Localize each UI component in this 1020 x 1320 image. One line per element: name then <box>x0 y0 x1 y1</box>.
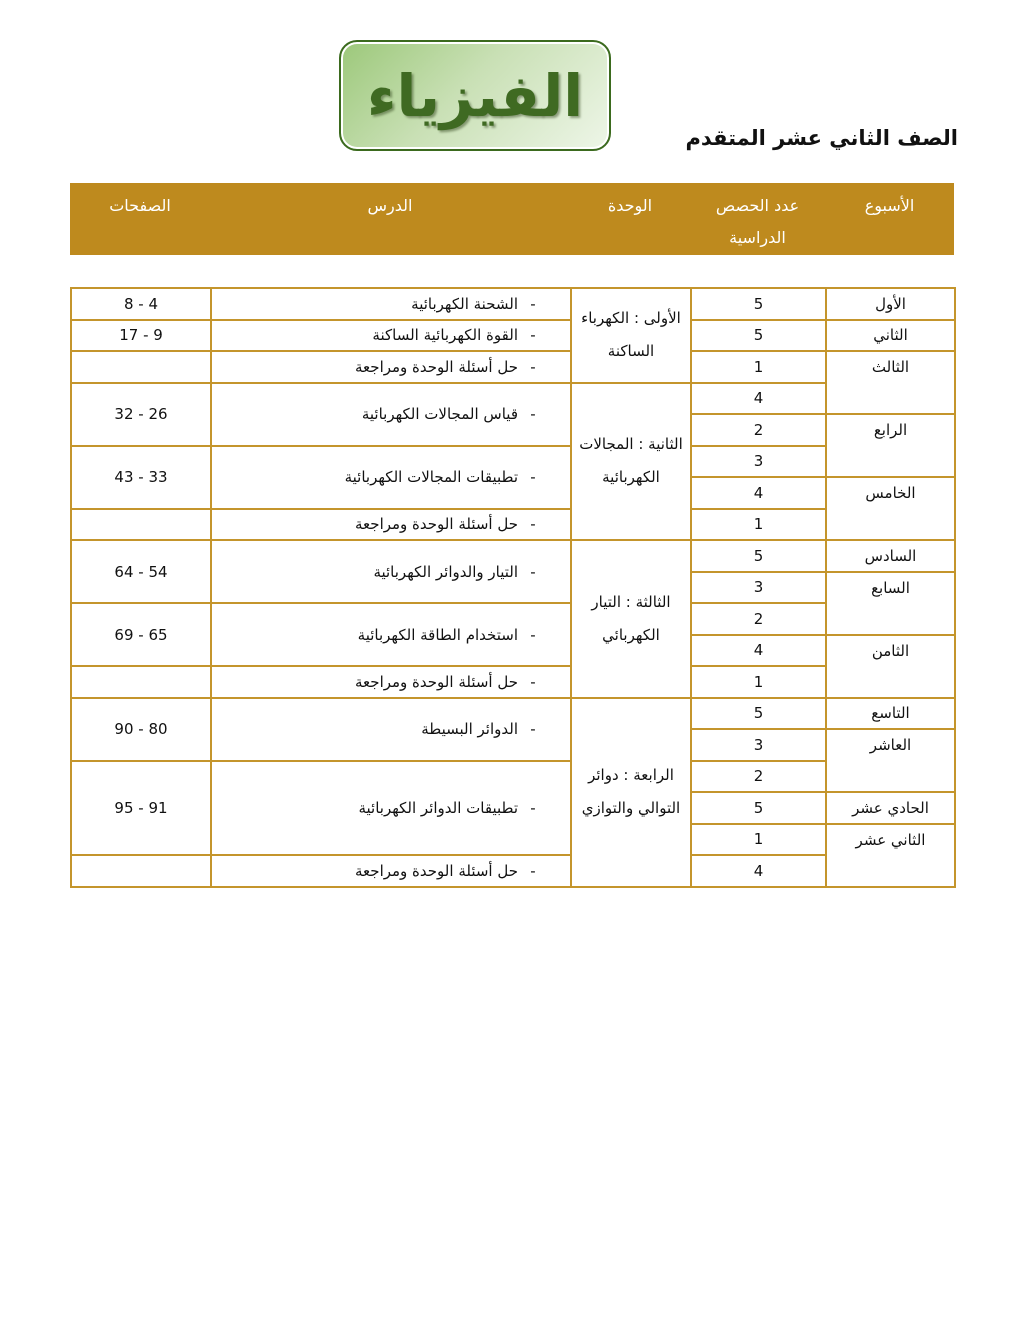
lesson-name: تطبيقات المجالات الكهربائية <box>344 468 518 486</box>
lesson-dash: - <box>530 562 536 581</box>
lesson-dash: - <box>530 798 536 817</box>
periods-cell: 2 <box>691 414 826 446</box>
lesson-cell <box>211 761 571 856</box>
lesson-cell <box>211 855 571 887</box>
pages-cell <box>71 351 211 383</box>
week-cell: الأول <box>826 288 955 320</box>
lesson-dash: - <box>530 861 536 880</box>
table-row <box>71 855 955 887</box>
schedule-table <box>70 287 956 888</box>
periods-cell: 5 <box>691 540 826 572</box>
week-cell: التاسع <box>826 698 955 730</box>
pages-cell: 4 - 8 <box>71 288 211 320</box>
lesson-cell <box>211 446 571 509</box>
lesson-name: تطبيقات الدوائر الكهربائية <box>358 798 518 817</box>
periods-cell: 1 <box>691 666 826 698</box>
week-cell: الخامس <box>826 477 955 540</box>
lesson-cell <box>211 509 571 541</box>
pages-cell: 65 - 69 <box>71 603 211 666</box>
pages-cell: 54 - 64 <box>71 540 211 603</box>
week-cell: الثامن <box>826 635 955 698</box>
header-pages: الصفحات <box>109 196 171 215</box>
lesson-name: القوة الكهربائية الساكنة <box>372 326 518 345</box>
lesson-cell <box>211 603 571 666</box>
week-cell: السادس <box>826 540 955 572</box>
pages-cell: 26 - 32 <box>71 383 211 446</box>
pages-cell: 33 - 43 <box>71 446 211 509</box>
lesson-name: استخدام الطاقة الكهربائية <box>357 625 518 644</box>
lesson-name: حل أسئلة الوحدة ومراجعة <box>355 515 518 534</box>
lesson-cell <box>211 698 571 761</box>
pages-cell: 9 - 17 <box>71 320 211 352</box>
lesson-dash: - <box>530 357 536 376</box>
header-unit: الوحدة <box>607 196 653 215</box>
unit-cell: الثانية : المجالات الكهربائية <box>571 383 691 541</box>
pages-cell <box>71 509 211 541</box>
lesson-dash: - <box>530 468 536 486</box>
lesson-dash: - <box>530 720 536 738</box>
table-row <box>71 320 955 352</box>
lesson-cell <box>211 351 571 383</box>
unit-cell: الرابعة : دوائر التوالي والتوازي <box>571 698 691 887</box>
week-cell: الثاني <box>826 320 955 352</box>
lesson-name: قياس المجالات الكهربائية <box>361 405 518 423</box>
pages-cell: 91 - 95 <box>71 761 211 856</box>
lesson-cell <box>211 320 571 352</box>
table-header <box>70 183 954 255</box>
lesson-name: التيار والدوائر الكهربائية <box>373 562 518 581</box>
periods-cell: 5 <box>691 792 826 824</box>
periods-cell: 1 <box>691 824 826 856</box>
pages-cell: 80 - 90 <box>71 698 211 761</box>
table-row <box>71 446 955 478</box>
week-cell: الحادي عشر <box>826 792 955 824</box>
periods-cell: 5 <box>691 698 826 730</box>
table-row <box>71 288 955 320</box>
lesson-cell <box>211 383 571 446</box>
unit-cell: الثالثة : التيار الكهربائي <box>571 540 691 698</box>
lesson-cell <box>211 288 571 320</box>
week-cell: الثالث <box>826 351 955 414</box>
subject-title: الفيزياء <box>366 61 584 130</box>
table-row <box>71 603 955 635</box>
table-row <box>71 666 955 698</box>
header-lesson: الدرس <box>367 196 413 215</box>
week-cell: الرابع <box>826 414 955 477</box>
table-row <box>71 540 955 572</box>
lesson-name: الدوائر البسيطة <box>421 720 518 738</box>
periods-cell: 5 <box>691 288 826 320</box>
week-cell: السابع <box>826 572 955 635</box>
table-row <box>71 698 955 730</box>
table-row <box>71 351 955 383</box>
lesson-name: حل أسئلة الوحدة ومراجعة <box>355 861 518 880</box>
lesson-dash: - <box>530 515 536 534</box>
lesson-dash: - <box>530 405 536 423</box>
week-cell: العاشر <box>826 729 955 792</box>
lesson-dash: - <box>530 625 536 644</box>
lesson-name: حل أسئلة الوحدة ومراجعة <box>355 357 518 376</box>
lesson-name: الشحنة الكهربائية <box>411 294 518 313</box>
lesson-dash: - <box>530 672 536 691</box>
periods-cell: 3 <box>691 446 826 478</box>
lesson-dash: - <box>530 294 536 313</box>
periods-cell: 3 <box>691 729 826 761</box>
title-banner <box>339 40 611 151</box>
periods-cell: 4 <box>691 383 826 415</box>
lesson-cell <box>211 540 571 603</box>
periods-cell: 2 <box>691 603 826 635</box>
lesson-dash: - <box>530 326 536 345</box>
periods-cell: 4 <box>691 635 826 667</box>
periods-cell: 4 <box>691 477 826 509</box>
unit-cell: الأولى : الكهرباء الساكنة <box>571 288 691 383</box>
periods-cell: 1 <box>691 509 826 541</box>
table-row <box>71 383 955 415</box>
periods-cell: 4 <box>691 855 826 887</box>
grade-label: الصف الثاني عشر المتقدم <box>685 126 958 150</box>
header-week: الأسبوع <box>864 196 915 215</box>
periods-cell: 1 <box>691 351 826 383</box>
table-row <box>71 509 955 541</box>
pages-cell <box>71 855 211 887</box>
lesson-name: حل أسئلة الوحدة ومراجعة <box>355 672 518 691</box>
periods-cell: 2 <box>691 761 826 793</box>
periods-cell: 5 <box>691 320 826 352</box>
week-cell: الثاني عشر <box>826 824 955 887</box>
header-periods: عدد الحصص الدراسية <box>715 196 800 247</box>
periods-cell: 3 <box>691 572 826 604</box>
lesson-cell <box>211 666 571 698</box>
pages-cell <box>71 666 211 698</box>
table-row <box>71 761 955 793</box>
